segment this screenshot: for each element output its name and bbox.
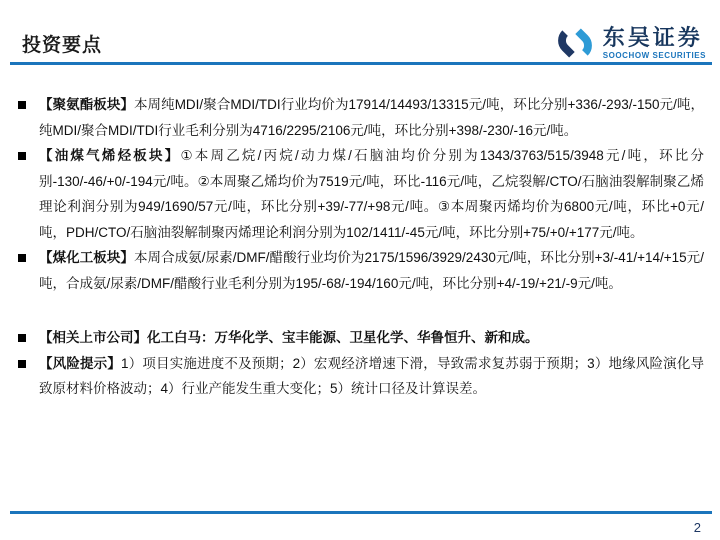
bullet-content: 本周纯MDI/聚合MDI/TDI行业均价为17914/14493/13315元/吨，环比分别+336/-293/-150元/吨，纯MDI/聚合MDI/TDI行业毛利分别为4716/2295/2106元/吨，环比分别+398/-230/-16元/吨。 [39, 97, 705, 138]
bullet-label: 【风险提示】 [39, 355, 122, 371]
bullet-text [39, 143, 704, 245]
footer-divider [10, 511, 712, 514]
bullet-label: 【相关上市公司】 [39, 330, 147, 345]
list-item-coal-chemical [18, 245, 704, 296]
page-title: 投资要点 [22, 35, 103, 56]
bullet-square-icon [18, 334, 26, 342]
bullet-content: 1）项目实施进度不及预期；2）宏观经济增速下滑，导致需求复苏弱于预期；3）地缘风险演化导致原材料价格波动；4）行业产能发生重大变化；5）统计口径及计算误差。 [39, 355, 705, 396]
list-item-polyurethane [18, 92, 704, 143]
bullet-square-icon [18, 101, 26, 109]
bullet-text [39, 351, 704, 402]
bullet-content: 本周合成氨/尿素/DMF/醋酸行业均价为2175/1596/3929/2430元/吨，环比分别+3/-41/+14/+15元/吨，合成氨/尿素/DMF/醋酸行业毛利分别为195/-68/-194/160元/吨，环比分别+4/-19/+21/-9元/吨。 [39, 250, 704, 291]
logo-english-name: SOOCHOW SECURITIES [602, 50, 706, 60]
list-item-olefin [18, 143, 704, 245]
soochow-logo [554, 22, 706, 64]
list-item-related-companies [18, 325, 704, 351]
logo-chinese-name: 东吴证券 [602, 24, 703, 50]
bullet-content: ①本周乙烷/丙烷/动力煤/石脑油均价分别为1343/3763/515/3948元/吨，环比分别-130/-46/+0/-194元/吨。②本周聚乙烯均价为7519元/吨，环比-116元/吨，乙烷裂解/CTO/石脑油裂解制聚乙烯理论利润分别为949/1690/57元/吨，环比分别+39/-77/+98元/吨。③本周聚丙烯均价为6800元/吨，环比+0元/吨，PDH/CTO/石脑油裂解制聚丙烯理论利润分别为102/1411/-45元/吨，环比分别+75/+0/+177元/吨。 [39, 148, 704, 240]
bullet-square-icon [18, 152, 26, 160]
bullet-text [39, 245, 704, 296]
list-item-risk-warning [18, 351, 704, 402]
page-number: 2 [693, 520, 701, 535]
bullet-label: 【油煤气烯烃板块】 [39, 148, 181, 163]
bullet-square-icon [18, 254, 26, 262]
soochow-logo-icon [554, 22, 596, 64]
bullet-label: 【聚氨酯板块】 [39, 97, 134, 112]
bullet-content: 化工白马：万华化学、宝丰能源、卫星化学、华鲁恒升、新和成。 [147, 330, 539, 345]
logo-text [602, 24, 706, 60]
bullet-text [39, 325, 704, 351]
bullet-text [39, 92, 704, 143]
header-divider [10, 62, 712, 65]
bullet-list [18, 92, 704, 402]
bullet-square-icon [18, 360, 26, 368]
bullet-label: 【煤化工板块】 [39, 250, 134, 265]
